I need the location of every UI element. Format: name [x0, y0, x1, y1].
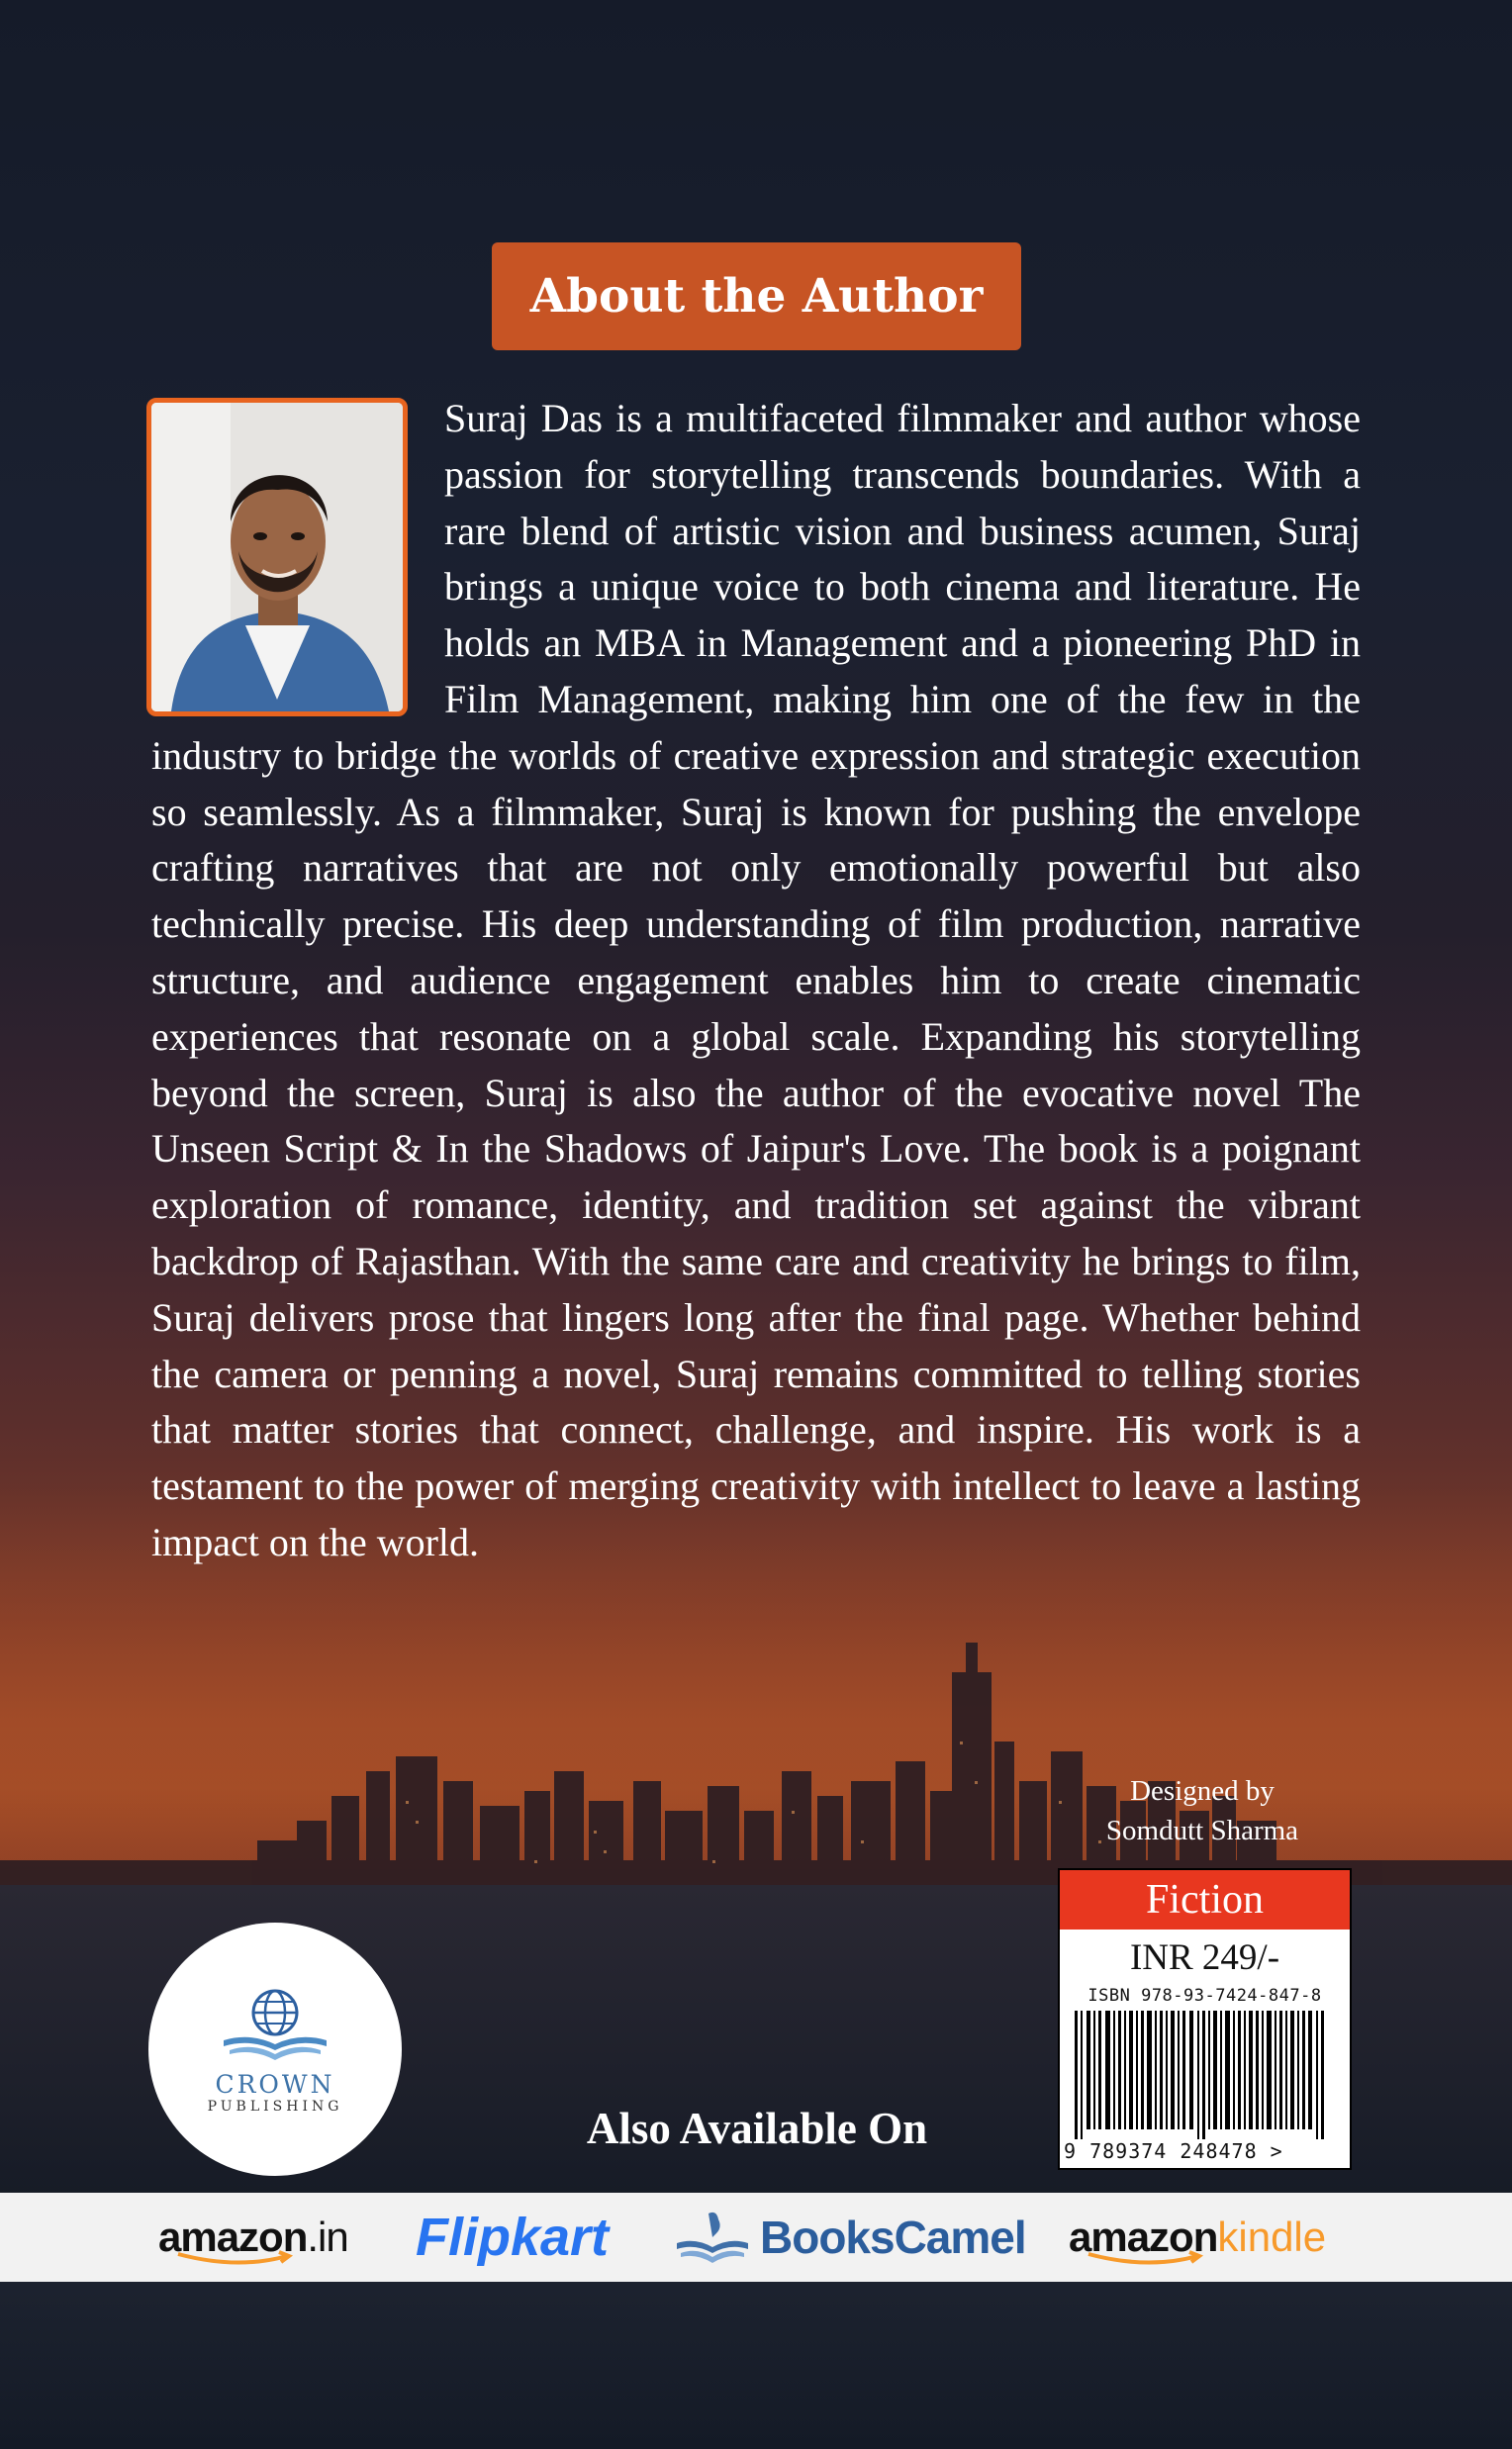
bookscamel-book-icon: [673, 2208, 752, 2267]
genre-label: Fiction: [1060, 1870, 1350, 1930]
globe-book-icon: [216, 1985, 334, 2064]
about-author-heading: About the Author: [492, 242, 1021, 350]
amazon-in-wordmark: amazon.in: [158, 2214, 348, 2260]
designer-credit: [1074, 1771, 1331, 1850]
store-logos-strip: [0, 2193, 1512, 2282]
bookscamel-wordmark: BooksCamel: [760, 2212, 1026, 2263]
kindle-amazon-wordmark: amazon: [1069, 2214, 1218, 2260]
kindle-smile-icon: [1079, 2250, 1276, 2270]
kindle-wordmark: kindle: [1217, 2214, 1327, 2260]
author-portrait-image: [151, 403, 403, 711]
barcode-digits: 9 789374 248478 >: [1064, 2139, 1283, 2163]
author-bio-text: Suraj Das is a multifaceted filmmaker and author whose passion for storytelling transcends boundaries. With a rare blend of artistic vision and business acumen, Suraj brings a unique voice to both cinema and literature. He holds an MBA in Management and a pioneering PhD in Film Management, making him one of the few in the industry to bridge the worlds of creative expression and strategic execution so seamlessly. As a filmmaker, Suraj is known for pushing the envelope crafting narratives that are not only emotionally powerful but also technically precise. His deep understanding of film production, narrative structure, and audience engagement enables him to create cinematic experiences that resonate on a global scale. Expanding his storytelling beyond the screen, Suraj is also the author of the evocative novel The Unseen Script & In the Shadows of Jaipur's Love. The book is a poignant exploration of romance, identity, and tradition set against the vibrant backdrop of Rajasthan. With the same care and creativity he brings to film, Suraj delivers prose that lingers long after the final page. Whether behind the camera or penning a novel, Suraj remains committed to telling stories that matter stories that connect, challenge, and inspire. His work is a testament to the power of merging creativity with intellect to leave a lasting impact on the world.: [151, 396, 1361, 1564]
price-label: INR 249/-: [1129, 1936, 1280, 1978]
price-isbn-box: [1058, 1868, 1352, 2170]
amazon-in-logo[interactable]: [158, 2193, 348, 2282]
flipkart-logo[interactable]: Flipkart: [416, 2208, 610, 2267]
publisher-name: CROWN: [215, 2069, 335, 2099]
publisher-subtitle: PUBLISHING: [207, 2098, 343, 2115]
author-portrait: [146, 398, 408, 716]
isbn-text: ISBN 978-93-7424-847-8: [1087, 1986, 1322, 2006]
amazon-smile-icon: [168, 2250, 366, 2270]
barcode-image: [1067, 2011, 1344, 2139]
amazon-kindle-logo[interactable]: [1069, 2193, 1326, 2282]
designer-label: Designed by: [1130, 1775, 1275, 1807]
publisher-logo: [148, 1923, 402, 2176]
designer-name: Somdutt Sharma: [1105, 1815, 1299, 1846]
bookscamel-logo[interactable]: [673, 2193, 1026, 2282]
also-available-heading: Also Available On: [586, 2104, 928, 2153]
